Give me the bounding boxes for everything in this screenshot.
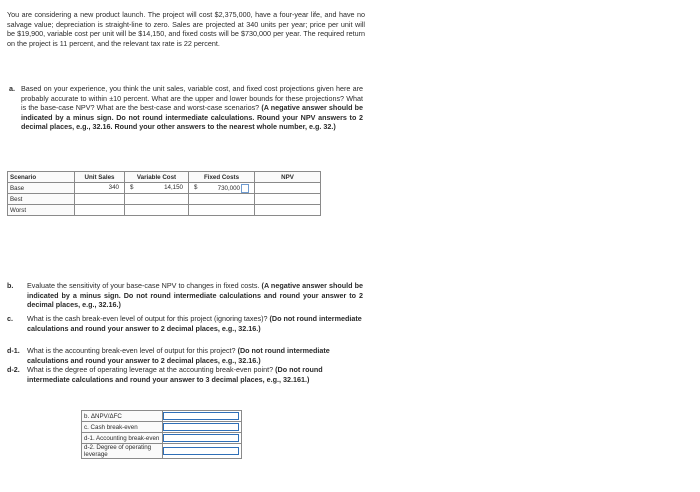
table-row xyxy=(82,411,242,422)
question-b-text: Evaluate the sensitivity of your base-case NPV to changes in fixed costs. xyxy=(27,281,260,290)
answer-input-d1[interactable] xyxy=(163,434,239,442)
table-row xyxy=(82,433,242,444)
worst-unit-sales-input[interactable] xyxy=(75,205,125,216)
question-d2-instructions: (Do not round intermediate calculations and round your answer to 3 decimal places, e.g., 32.161.) xyxy=(27,365,323,384)
best-npv-input[interactable] xyxy=(255,194,321,205)
question-a-instructions: (A negative answer should be indicated by a minus sign. Do not round intermediate calculations. Round your NPV answers to 2 decimal places, e.g., 32.16. Round your other answers to the nearest whole number, e.g. 32.) xyxy=(21,103,363,132)
question-d1-instructions: (Do not round intermediate calculations and round your answer to 2 decimal places, e.g., 32.16.) xyxy=(27,346,330,365)
row-label-base: Base xyxy=(8,183,75,194)
header-unit-sales: Unit Sales xyxy=(75,172,125,183)
answer-input-b[interactable] xyxy=(163,412,239,420)
question-b xyxy=(7,281,363,310)
table-row xyxy=(82,444,242,459)
question-c xyxy=(7,314,363,333)
answer-table xyxy=(81,410,242,459)
question-c-instructions: (Do not round intermediate calculations and round your answer to 2 decimal places, e.g., 32.16.) xyxy=(27,314,362,333)
best-unit-sales-input[interactable] xyxy=(75,194,125,205)
question-d2-label: d-2. xyxy=(7,365,20,374)
question-b-instructions: (A negative answer should be indicated by a minus sign. Do not round intermediate calculations and round your answer to 2 decimal places, e.g., 32.16.) xyxy=(27,281,363,310)
question-a xyxy=(9,84,363,132)
table-row xyxy=(8,183,321,194)
question-d2-text: What is the degree of operating leverage at the accounting break-even point? xyxy=(27,365,274,374)
question-d1 xyxy=(7,346,363,365)
answer-label-c: c. Cash break-even xyxy=(82,422,163,433)
question-a-label: a. xyxy=(9,84,15,93)
answer-label-d2: d-2. Degree of operating leverage xyxy=(82,444,163,459)
question-d1-text: What is the accounting break-even level of output for this project? xyxy=(27,346,236,355)
answer-cell-b[interactable] xyxy=(163,411,242,422)
header-scenario: Scenario xyxy=(8,172,75,183)
dollar-sign: $ xyxy=(194,184,198,191)
best-variable-cost-input[interactable] xyxy=(125,194,189,205)
worst-fixed-costs-input[interactable] xyxy=(189,205,255,216)
question-d1-label: d-1. xyxy=(7,346,20,355)
header-npv: NPV xyxy=(255,172,321,183)
worst-variable-cost-input[interactable] xyxy=(125,205,189,216)
question-c-label: c. xyxy=(7,314,13,323)
question-b-label: b. xyxy=(7,281,14,290)
question-a-text: Based on your experience, you think the unit sales, variable cost, and fixed cost projections given here are probably accurate to within ±10 percent. What are the upper and lower bounds for these projections? What is the base-case NPV? What are the best-case and worst-case scenarios? xyxy=(21,84,363,113)
worst-npv-input[interactable] xyxy=(255,205,321,216)
header-variable-cost: Variable Cost xyxy=(125,172,189,183)
scenario-table xyxy=(7,171,321,216)
table-row xyxy=(8,205,321,216)
answer-label-d1: d-1. Accounting break-even xyxy=(82,433,163,444)
dollar-sign: $ xyxy=(130,184,134,191)
question-c-text: What is the cash break-even level of output for this project (ignoring taxes)? xyxy=(27,314,268,323)
answer-input-c[interactable] xyxy=(163,423,239,431)
question-d2 xyxy=(7,365,363,384)
table-row xyxy=(8,194,321,205)
table-row xyxy=(82,422,242,433)
base-variable-cost-cell[interactable] xyxy=(125,183,189,194)
answer-cell-c[interactable] xyxy=(163,422,242,433)
header-fixed-costs: Fixed Costs xyxy=(189,172,255,183)
answer-cell-d2[interactable] xyxy=(163,444,242,459)
answer-label-b: b. ΔNPV/ΔFC xyxy=(82,411,163,422)
answer-input-d2[interactable] xyxy=(163,447,239,455)
base-fixed-costs-value: 730,000 xyxy=(217,185,240,193)
row-label-best: Best xyxy=(8,194,75,205)
base-variable-cost-value: 14,150 xyxy=(164,184,183,191)
best-fixed-costs-input[interactable] xyxy=(189,194,255,205)
answer-cell-d1[interactable] xyxy=(163,433,242,444)
base-npv-input[interactable] xyxy=(255,183,321,194)
scenario-table-header xyxy=(8,172,321,183)
input-cursor xyxy=(241,184,249,193)
base-fixed-costs-cell[interactable] xyxy=(189,183,255,194)
row-label-worst: Worst xyxy=(8,205,75,216)
base-unit-sales-value: 340 xyxy=(108,184,119,191)
base-unit-sales-cell[interactable] xyxy=(75,183,125,194)
problem-intro: You are considering a new product launch. The project will cost $2,375,000, have a four-year life, and have no salvage value; depreciation is straight-line to zero. Sales are projected at 340 units per year; price per unit will be $19,900, variable cost per unit will be $14,150, and fixed costs will be $730,000 per year. The required return on the project is 11 percent, and the relevant tax rate is 22 percent. xyxy=(7,10,365,48)
